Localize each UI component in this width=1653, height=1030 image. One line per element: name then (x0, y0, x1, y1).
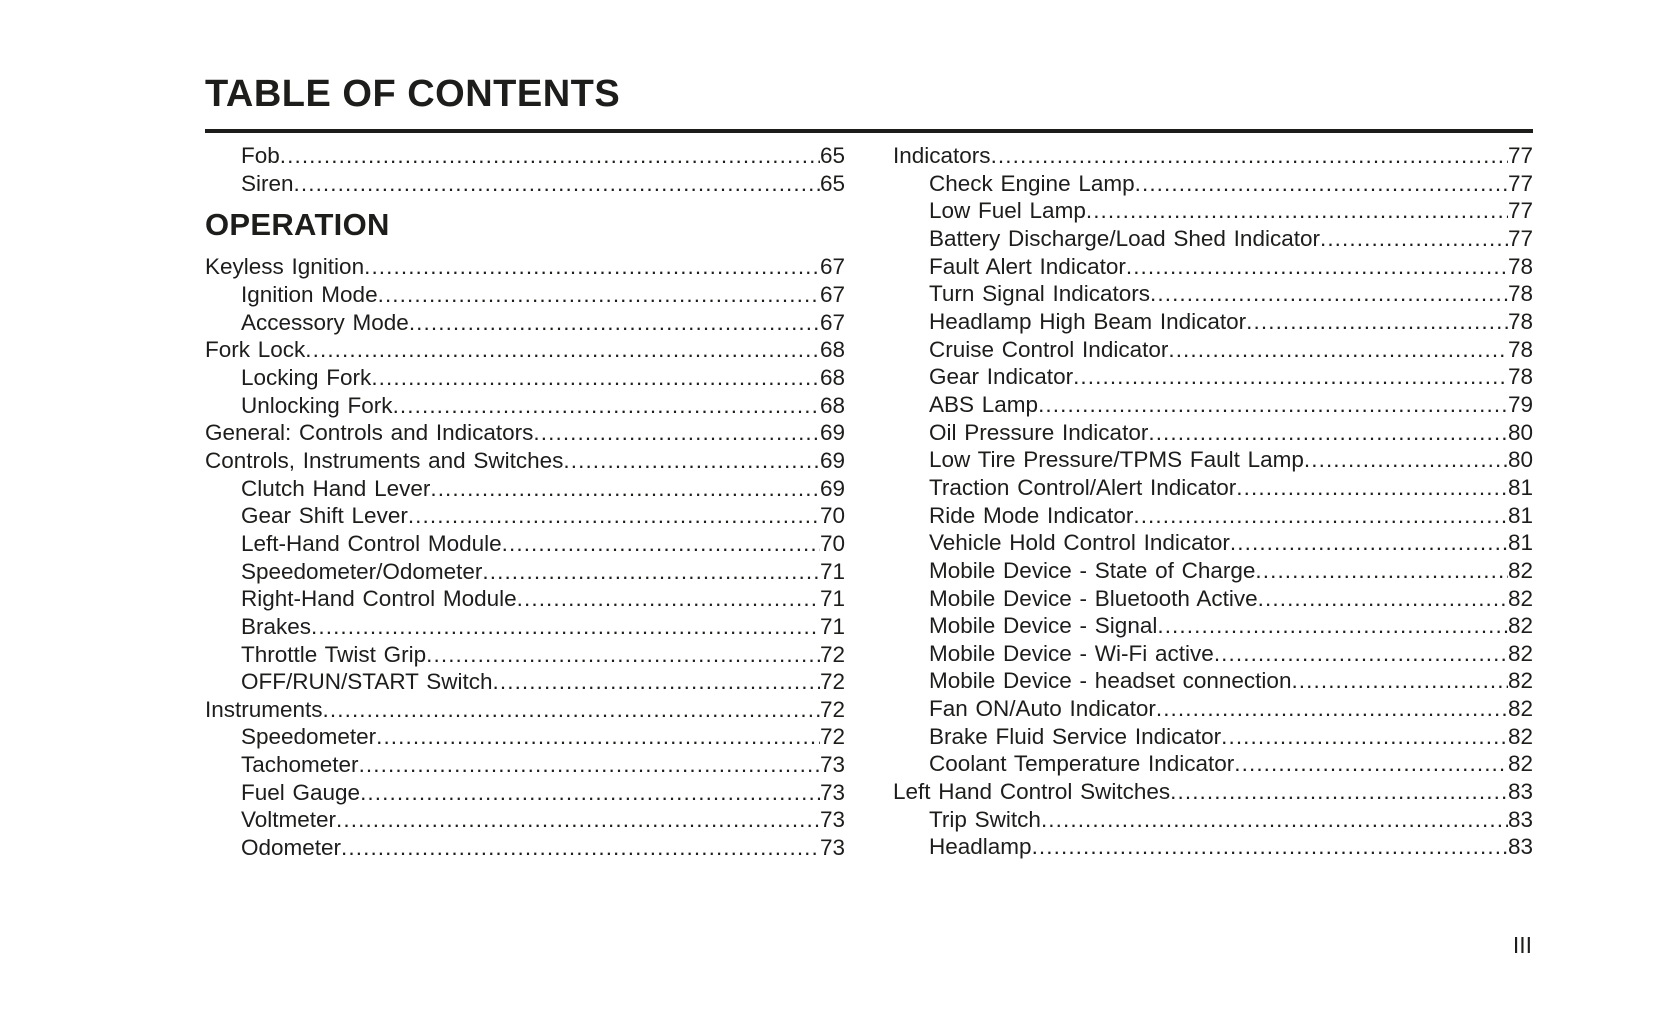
toc-entry-page-number: 71 (819, 558, 845, 584)
toc-entry-label: Coolant Temperature Indicator (929, 751, 1235, 777)
toc-entry-page-number: 73 (819, 752, 845, 778)
toc-entry-page-number: 67 (819, 281, 845, 307)
toc-entry-page-number: 81 (1507, 474, 1533, 500)
toc-entry (893, 557, 1533, 585)
toc-entry-page-number: 65 (819, 170, 845, 196)
toc-entry-page-number: 65 (819, 143, 845, 168)
toc-entry (205, 170, 845, 198)
footer-page-number: III (1512, 932, 1532, 958)
toc-entry-page-number: 82 (1507, 585, 1533, 611)
toc-entry (205, 558, 845, 586)
toc-dot-leader (1214, 640, 1508, 668)
toc-entry-label: Tachometer (241, 752, 359, 778)
toc-entry (893, 197, 1533, 225)
toc-entry (893, 778, 1533, 806)
toc-entry-label: Mobile Device - Bluetooth Active (929, 585, 1258, 611)
toc-dot-leader (1234, 750, 1508, 778)
toc-entry-page-number: 69 (819, 475, 845, 501)
toc-entry (205, 281, 845, 309)
toc-entry-label: Right-Hand Control Module (241, 586, 517, 612)
toc-entry-page-number: 77 (1507, 198, 1533, 224)
toc-entry-page-number: 82 (1507, 696, 1533, 722)
toc-entry-label: Fan ON/Auto Indicator (929, 696, 1156, 722)
toc-dot-leader (359, 751, 820, 779)
toc-entry-label: Ride Mode Indicator (929, 502, 1134, 528)
toc-entry-page-number: 73 (819, 779, 845, 805)
toc-entry-page-number: 78 (1507, 364, 1533, 390)
toc-entry (205, 309, 845, 337)
toc-entry-label: Keyless Ignition (205, 254, 365, 280)
toc-entry-label: Mobile Device - headset connection (929, 668, 1292, 694)
toc-entry-label: Turn Signal Indicators (929, 281, 1151, 307)
toc-entry (205, 419, 845, 447)
toc-section-heading: OPERATION (205, 207, 390, 243)
toc-dot-leader (1236, 474, 1508, 502)
toc-entry-page-number: 72 (819, 724, 845, 750)
toc-entry (893, 502, 1533, 530)
toc-dot-leader (502, 530, 820, 558)
toc-dot-leader (1168, 336, 1508, 364)
toc-entry-label: Brakes (241, 613, 312, 639)
toc-dot-leader (280, 142, 820, 170)
toc-entry-label: Mobile Device - Signal (929, 613, 1158, 639)
toc-entry (205, 723, 845, 751)
toc-entry-label: Locking Fork (241, 364, 372, 390)
toc-dot-leader (1156, 695, 1508, 723)
toc-entry-page-number: 71 (819, 586, 845, 612)
page-title: TABLE OF CONTENTS (205, 73, 621, 115)
toc-entry (893, 363, 1533, 391)
toc-dot-leader (482, 558, 820, 586)
toc-entry (205, 806, 845, 834)
toc-columns (205, 142, 1533, 862)
toc-entry (893, 474, 1533, 502)
toc-dot-leader (371, 364, 820, 392)
toc-dot-leader (1246, 308, 1508, 336)
toc-entry-page-number: 69 (819, 447, 845, 473)
toc-dot-leader (1221, 723, 1508, 751)
toc-dot-leader (311, 613, 820, 641)
toc-entry-label: Gear Indicator (929, 364, 1074, 390)
toc-entry-label: Brake Fluid Service Indicator (929, 723, 1222, 749)
toc-entry-label: Mobile Device - State of Charge (929, 557, 1256, 583)
toc-entry (205, 475, 845, 503)
toc-entry-page-number: 81 (1507, 502, 1533, 528)
toc-entry-label: OFF/RUN/START Switch (241, 669, 493, 695)
toc-entry (205, 392, 845, 420)
toc-entry-page-number: 81 (1507, 530, 1533, 556)
toc-dot-leader (533, 419, 820, 447)
toc-entry (893, 280, 1533, 308)
toc-dot-leader (408, 502, 820, 530)
toc-entry-page-number: 83 (1507, 779, 1533, 805)
toc-dot-leader (517, 585, 820, 613)
toc-entry (205, 336, 845, 364)
toc-dot-leader (430, 475, 820, 503)
toc-entry-page-number: 68 (819, 392, 845, 418)
toc-entry-page-number: 68 (819, 337, 845, 363)
toc-entry-label: Traction Control/Alert Indicator (929, 474, 1237, 500)
toc-entry-page-number: 78 (1507, 308, 1533, 334)
toc-entry-page-number: 82 (1507, 640, 1533, 666)
toc-entry-page-number: 67 (819, 254, 845, 280)
toc-dot-leader (360, 779, 820, 807)
toc-entry-label: Headlamp (929, 834, 1032, 860)
toc-entry-page-number: 80 (1507, 447, 1533, 473)
toc-entry (893, 612, 1533, 640)
toc-entry-label: Fork Lock (205, 337, 306, 363)
toc-entry-label: Fuel Gauge (241, 779, 361, 805)
toc-entry (205, 142, 845, 170)
toc-entry-label: Accessory Mode (241, 309, 409, 335)
toc-dot-leader (991, 142, 1508, 170)
toc-entry-page-number: 73 (819, 835, 845, 861)
toc-dot-leader (1126, 253, 1508, 281)
toc-entry (893, 833, 1533, 861)
toc-entry (205, 834, 845, 862)
toc-entry-label: Low Fuel Lamp (929, 198, 1086, 224)
toc-dot-leader (1041, 806, 1508, 834)
toc-entry-page-number: 82 (1507, 613, 1533, 639)
toc-dot-leader (305, 336, 820, 364)
toc-column-right (893, 142, 1533, 862)
toc-entry (893, 667, 1533, 695)
toc-entry-label: Speedometer/Odometer (241, 558, 483, 584)
toc-entry-label: Unlocking Fork (241, 392, 393, 418)
toc-entry-page-number: 82 (1507, 723, 1533, 749)
toc-entry-page-number: 69 (819, 420, 845, 446)
toc-dot-leader (1150, 280, 1508, 308)
toc-page-content (205, 74, 1533, 862)
toc-entry (205, 668, 845, 696)
toc-entry (893, 585, 1533, 613)
toc-dot-leader (1157, 612, 1508, 640)
toc-entry (205, 530, 845, 558)
toc-entry (205, 613, 845, 641)
toc-entry (893, 695, 1533, 723)
toc-entry-label: Low Tire Pressure/TPMS Fault Lamp (929, 447, 1304, 473)
toc-entry (893, 391, 1533, 419)
toc-entry-label: Odometer (241, 835, 342, 861)
toc-entry-label: Clutch Hand Lever (241, 475, 431, 501)
title-divider-rule (205, 129, 1533, 133)
toc-entry-label: Ignition Mode (241, 281, 378, 307)
toc-entry (893, 253, 1533, 281)
toc-dot-leader (426, 641, 820, 669)
toc-entry (893, 336, 1533, 364)
toc-entry-label: Fault Alert Indicator (929, 253, 1126, 279)
toc-entry-page-number: 77 (1507, 143, 1533, 168)
toc-entry-page-number: 72 (819, 669, 845, 695)
toc-dot-leader (563, 447, 820, 475)
toc-entry-label: Voltmeter (241, 807, 337, 833)
toc-dot-leader (1038, 391, 1508, 419)
toc-dot-leader (1258, 585, 1508, 613)
toc-entry-page-number: 70 (819, 530, 845, 556)
toc-dot-leader (1291, 667, 1508, 695)
toc-entry-page-number: 70 (819, 503, 845, 529)
toc-dot-leader (493, 668, 820, 696)
toc-entry-label: General: Controls and Indicators (205, 420, 534, 446)
toc-dot-leader (409, 309, 820, 337)
toc-entry-label: Gear Shift Lever (241, 503, 408, 529)
toc-dot-leader (1170, 778, 1508, 806)
toc-entry-page-number: 77 (1507, 170, 1533, 196)
toc-entry-label: Instruments (205, 696, 323, 722)
toc-entry-page-number: 72 (819, 641, 845, 667)
toc-dot-leader (364, 253, 820, 281)
toc-entry (893, 446, 1533, 474)
toc-entry-page-number: 83 (1507, 806, 1533, 832)
toc-entry-page-number: 72 (819, 696, 845, 722)
toc-entry-label: Speedometer (241, 724, 377, 750)
toc-dot-leader (1135, 170, 1508, 198)
toc-dot-leader (323, 696, 820, 724)
toc-entry-page-number: 80 (1507, 419, 1533, 445)
toc-entry-page-number: 71 (819, 613, 845, 639)
toc-entry-page-number: 67 (819, 309, 845, 335)
toc-entry-label: Battery Discharge/Load Shed Indicator (929, 225, 1320, 251)
toc-entry-page-number: 79 (1507, 391, 1533, 417)
toc-entry (205, 253, 845, 281)
toc-dot-leader (1086, 197, 1508, 225)
toc-entry-label: Mobile Device - Wi-Fi active (929, 640, 1214, 666)
toc-entry (893, 419, 1533, 447)
toc-entry (893, 750, 1533, 778)
toc-column-left (205, 142, 845, 862)
toc-entry-label: Trip Switch (929, 806, 1041, 832)
toc-entry (893, 640, 1533, 668)
toc-entry (893, 806, 1533, 834)
toc-entry (205, 751, 845, 779)
toc-entry (205, 641, 845, 669)
toc-entry-label: Oil Pressure Indicator (929, 419, 1149, 445)
toc-entry-label: Siren (241, 170, 294, 196)
toc-entry (893, 723, 1533, 751)
toc-entry-label: Left-Hand Control Module (241, 530, 502, 556)
toc-entry-label: Vehicle Hold Control Indicator (929, 530, 1230, 556)
toc-dot-leader (1320, 225, 1508, 253)
toc-entry-label: Fob (241, 143, 280, 168)
toc-entry-label: ABS Lamp (929, 391, 1039, 417)
toc-entry-page-number: 82 (1507, 668, 1533, 694)
toc-dot-leader (1230, 529, 1508, 557)
toc-entry (205, 364, 845, 392)
toc-entry-label: Indicators (893, 143, 991, 168)
toc-entry-page-number: 78 (1507, 253, 1533, 279)
toc-entry-label: Throttle Twist Grip (241, 641, 427, 667)
toc-entry-label: Check Engine Lamp (929, 170, 1135, 196)
toc-entry-label: Headlamp High Beam Indicator (929, 308, 1247, 334)
toc-entry (893, 170, 1533, 198)
toc-entry-page-number: 68 (819, 364, 845, 390)
toc-entry-label: Controls, Instruments and Switches (205, 447, 564, 473)
toc-dot-leader (336, 806, 820, 834)
toc-dot-leader (341, 834, 820, 862)
toc-entry-page-number: 73 (819, 807, 845, 833)
toc-entry-label: Cruise Control Indicator (929, 336, 1169, 362)
toc-dot-leader (1255, 557, 1508, 585)
toc-entry (205, 779, 845, 807)
toc-entry-label: Left Hand Control Switches (893, 779, 1171, 805)
toc-dot-leader (376, 723, 820, 751)
toc-dot-leader (1304, 446, 1508, 474)
toc-entry (893, 225, 1533, 253)
toc-entry-page-number: 78 (1507, 336, 1533, 362)
toc-entry (205, 502, 845, 530)
toc-entry (893, 529, 1533, 557)
toc-dot-leader (1148, 419, 1508, 447)
toc-dot-leader (1032, 833, 1508, 861)
toc-entry (893, 308, 1533, 336)
toc-entry (205, 585, 845, 613)
toc-dot-leader (378, 281, 820, 309)
toc-entry (205, 447, 845, 475)
toc-dot-leader (1133, 502, 1508, 530)
toc-dot-leader (393, 392, 820, 420)
toc-entry-page-number: 83 (1507, 834, 1533, 860)
toc-entry (893, 142, 1533, 170)
toc-entry (205, 696, 845, 724)
toc-entry-page-number: 82 (1507, 557, 1533, 583)
toc-dot-leader (1073, 363, 1508, 391)
toc-dot-leader (294, 170, 820, 198)
toc-entry-page-number: 78 (1507, 281, 1533, 307)
toc-entry-page-number: 82 (1507, 751, 1533, 777)
toc-entry-page-number: 77 (1507, 225, 1533, 251)
